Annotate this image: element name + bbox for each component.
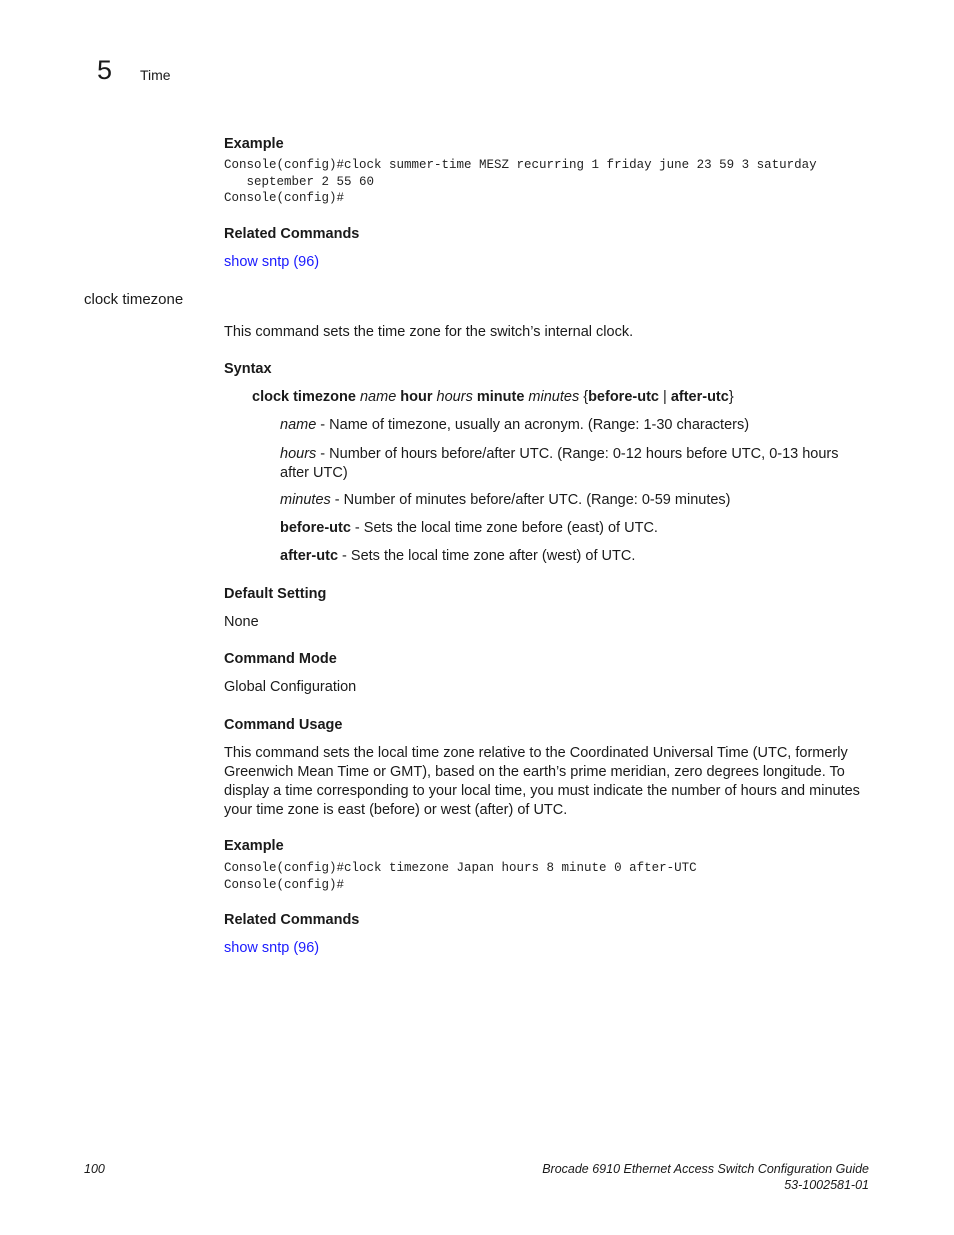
- doc-number: 53-1002581-01: [784, 1178, 869, 1192]
- syntax-param-name: name: [359, 389, 397, 405]
- syntax-keyword-before: before-utc: [588, 389, 659, 405]
- param-item: [280, 547, 635, 566]
- related-commands-heading: Related Commands: [224, 912, 360, 928]
- syntax-heading: Syntax: [224, 361, 272, 377]
- syntax-pipe: |: [658, 389, 671, 405]
- param-term: hours: [280, 446, 317, 462]
- syntax-keyword-after: after-utc: [670, 389, 729, 405]
- related-command-link[interactable]: show sntp (96): [224, 940, 320, 956]
- default-setting-heading: Default Setting: [224, 586, 327, 602]
- command-usage-text: This command sets the local time zone relative to the Coordinated Universal Time (UTC, formerly Greenwich Mean Time or GMT), based on the earth’s prime meridian, zero degrees longitude. To display a time corresponding to your local time, you must indicate the number of hours and minutes your time zone is east (before) or west (after) of UTC.: [224, 745, 860, 818]
- chapter-number: 5: [97, 55, 113, 85]
- code-line: Console(config)#clock summer-time MESZ recurring 1 friday june 23 59 3 saturday: [224, 158, 817, 172]
- syntax-param-hours: hours: [436, 389, 473, 405]
- code-line: Console(config)#: [224, 877, 345, 892]
- command-description: This command sets the time zone for the switch’s internal clock.: [224, 324, 634, 340]
- syntax-brace-close: }: [728, 389, 734, 405]
- command-mode-value: Global Configuration: [224, 679, 357, 695]
- command-usage-heading: Command Usage: [224, 717, 343, 733]
- param-desc: - Number of hours before/after UTC. (Range: 0-12 hours before UTC, 0-13 hours after UTC): [280, 446, 839, 481]
- syntax-brace-open: {: [583, 389, 589, 405]
- code-block: [224, 157, 817, 207]
- related-command-link[interactable]: show sntp (96): [224, 254, 320, 270]
- param-item: [280, 445, 860, 483]
- code-line: september 2 55 60: [224, 174, 375, 189]
- chapter-title: Time: [140, 67, 171, 83]
- code-block: [224, 860, 697, 893]
- syntax-command: clock timezone: [252, 389, 356, 405]
- syntax-keyword-hour: hour: [400, 389, 433, 405]
- guide-title: Brocade 6910 Ethernet Access Switch Configuration Guide: [542, 1162, 869, 1176]
- param-item: [280, 519, 658, 538]
- param-term: minutes: [280, 492, 331, 508]
- syntax-keyword-minute: minute: [476, 389, 525, 405]
- related-commands-heading: Related Commands: [224, 226, 360, 242]
- syntax-param-minutes: minutes: [528, 389, 580, 405]
- param-desc: - Sets the local time zone after (west) of UTC.: [338, 548, 636, 564]
- param-term: before-utc: [280, 520, 351, 536]
- command-title: clock timezone: [84, 291, 184, 308]
- param-term: name: [280, 417, 317, 433]
- param-desc: - Sets the local time zone before (east) of UTC.: [350, 520, 658, 536]
- param-term: after-utc: [280, 548, 339, 564]
- param-item: [280, 416, 749, 435]
- code-line: Console(config)#: [224, 191, 345, 205]
- command-mode-heading: Command Mode: [224, 651, 337, 667]
- syntax-line: [252, 388, 734, 407]
- example-heading: Example: [224, 136, 284, 152]
- param-item: [280, 491, 731, 510]
- page-number: 100: [84, 1162, 105, 1176]
- param-desc: - Number of minutes before/after UTC. (Range: 0-59 minutes): [330, 492, 731, 508]
- default-setting-value: None: [224, 614, 259, 630]
- code-line: Console(config)#clock timezone Japan hours 8 minute 0 after-UTC: [224, 861, 697, 875]
- example-heading: Example: [224, 838, 284, 854]
- param-desc: - Name of timezone, usually an acronym. (Range: 1-30 characters): [316, 417, 750, 433]
